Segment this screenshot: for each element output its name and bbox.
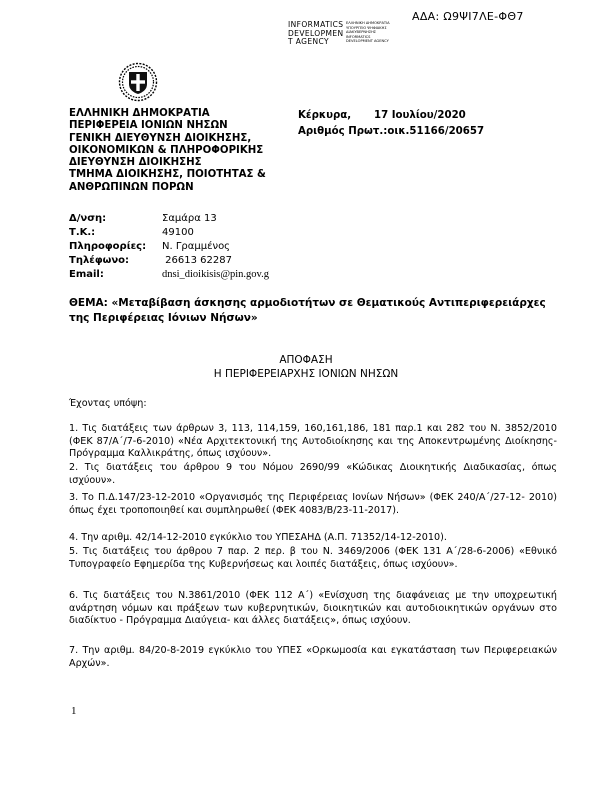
list-item: 2. Τις διατάξεις του άρθρου 9 του Νόμου 2690/99 «Κώδικας Διοικητικής Διαδικασίας, όπως ισχύουν». bbox=[69, 462, 557, 486]
date-and-protocol bbox=[298, 108, 484, 140]
decision-title: ΑΠΟΦΑΣΗ bbox=[279, 354, 333, 366]
address-label: Δ/νση: bbox=[69, 213, 107, 224]
logo-line: INFORMATICS bbox=[288, 20, 344, 29]
date-value: 17 Ιουλίου/2020 bbox=[374, 110, 466, 121]
email-value: dnsi_dioikisis@pin.gov.g bbox=[162, 269, 269, 280]
authority-line: ΟΙΚΟΝΟΜΙΚΩΝ & ΠΛΗΡΟΦΟΡΙΚΗΣ bbox=[69, 144, 264, 156]
decision-subtitle: Η ΠΕΡΙΦΕΡΕΙΑΡΧΗΣ ΙΟΝΙΩΝ ΝΗΣΩΝ bbox=[213, 368, 399, 380]
authority-line: ΠΕΡΙΦΕΡΕΙΑ ΙΟΝΙΩΝ ΝΗΣΩΝ bbox=[69, 120, 228, 132]
email-label: Email: bbox=[69, 269, 104, 280]
logo-small-line: INFORMATICS bbox=[346, 34, 371, 39]
authority-line: ΓΕΝΙΚΗ ΔΙΕΥΘΥΝΣΗ ΔΙΟΙΚΗΣΗΣ, bbox=[69, 132, 252, 144]
intro-text: Έχοντας υπόψη: bbox=[69, 398, 147, 409]
phone-label: Τηλέφωνο: bbox=[69, 255, 130, 266]
logo-small-line: DEVELOPMENT AGENCY bbox=[346, 39, 389, 44]
authority-line: ΑΝΘΡΩΠΙΝΩΝ ΠΟΡΩΝ bbox=[69, 181, 194, 193]
logo-line: DEVELOPMEN bbox=[288, 28, 344, 38]
phone-value: 26613 62287 bbox=[162, 255, 232, 266]
logo-small-line: ΥΠΟΥΡΓΕΙΟ ΨΗΦΙΑΚΗΣ bbox=[346, 25, 387, 30]
list-item: 5. Τις διατάξεις του άρθρου 7 παρ. 2 περ. β του Ν. 3469/2006 (ΦΕΚ 131 Α΄/28-6-2006) «Εθνικό Τυπογραφείο Εφημερίδα της Κυβερνήσεως και λοιπές διατάξεις, όπως ισχύουν». bbox=[69, 546, 557, 570]
address-value: Σαμάρα 13 bbox=[162, 213, 217, 224]
postcode-value: 49100 bbox=[162, 227, 194, 238]
ada-code: ΑΔΑ: Ω9ΨΙ7ΛΕ-ΦΘ7 bbox=[412, 10, 524, 23]
authority-line: ΔΙΕΥΘΥΝΣΗ ΔΙΟΙΚΗΣΗΣ bbox=[69, 157, 202, 169]
date-place: Κέρκυρα, bbox=[298, 110, 352, 121]
protocol-number: Αριθμός Πρωτ.:οικ.51166/20657 bbox=[298, 126, 485, 137]
list-item: 3. Το Π.Δ.147/23-12-2010 «Οργανισμός της Περιφέρειας Ιονίων Νήσων» (ΦΕΚ 240/Α΄/27-12- 2010) όπως έχει τροποποιηθεί και συμπληρωθεί (ΦΕΚ 4083/Β/23-11-2017). bbox=[69, 492, 557, 516]
authority-line: ΤΜΗΜΑ ΔΙΟΙΚΗΣΗΣ, ΠΟΙΟΤΗΤΑΣ & bbox=[69, 169, 266, 181]
list-item: 4. Την αριθμ. 42/14-12-2010 εγκύκλιο του ΥΠΕΣΑΗΔ (Α.Π. 71352/14-12-2010). bbox=[69, 532, 447, 543]
info-value: Ν. Γραμμένος bbox=[162, 241, 231, 252]
greek-coat-of-arms-icon bbox=[118, 62, 158, 102]
info-label: Πληροφορίες: bbox=[69, 241, 147, 252]
list-item: 7. Την αριθμ. 84/20-8-2019 εγκύκλιο του ΥΠΕΣ «Ορκωμοσία και εγκατάσταση των Περιφερειακών Αρχών». bbox=[69, 645, 557, 669]
informatics-agency-logo bbox=[288, 20, 390, 47]
page-number: 1 bbox=[71, 705, 77, 717]
list-item: 6. Τις διατάξεις του Ν.3861/2010 (ΦΕΚ 112 Α΄) «Ενίσχυση της διαφάνειας με την υποχρεωτική ανάρτηση νόμων και πράξεων των κυβερνητικών, διοικητικών και αυτοδιοικητικών οργάνων στο διαδίκτυο - Πρόγραμμα Διαύγεια- και άλλες διατάξεις», όπως ισχύουν. bbox=[69, 590, 557, 627]
authority-line: ΕΛΛΗΝΙΚΗ ΔΗΜΟΚΡΑΤΙΑ bbox=[69, 108, 210, 119]
list-item: 1. Τις διατάξεις των άρθρων 3, 113, 114,159, 160,161,186, 181 παρ.1 και 282 του Ν. 3852/2010 (ΦΕΚ 87/Α΄/7-6-2010) «Νέα Αρχιτεκτονική της Αυτοδιοίκησης και της Αποκεντρωμένης Διοίκησης- Πρόγραμμα Καλλικράτης, όπως ισχύουν». bbox=[69, 423, 557, 460]
contact-details bbox=[69, 212, 269, 282]
logo-line: T AGENCY bbox=[288, 37, 330, 47]
subject: ΘΕΜΑ: «Μεταβίβαση άσκησης αρμοδιοτήτων σε Θεματικούς Αντιπεριφερειάρχες της Περιφέρειας Ιόνιων Νήσων» bbox=[69, 297, 546, 324]
issuing-authority bbox=[69, 108, 266, 194]
postcode-label: Τ.Κ.: bbox=[69, 227, 96, 238]
logo-small-line: ΕΛΛΗΝΙΚΗ ΔΗΜΟΚΡΑΤΙΑ bbox=[346, 21, 390, 25]
logo-small-line: ΔΙΑΚΥΒΕΡΝΗΣΗΣ bbox=[346, 30, 377, 35]
